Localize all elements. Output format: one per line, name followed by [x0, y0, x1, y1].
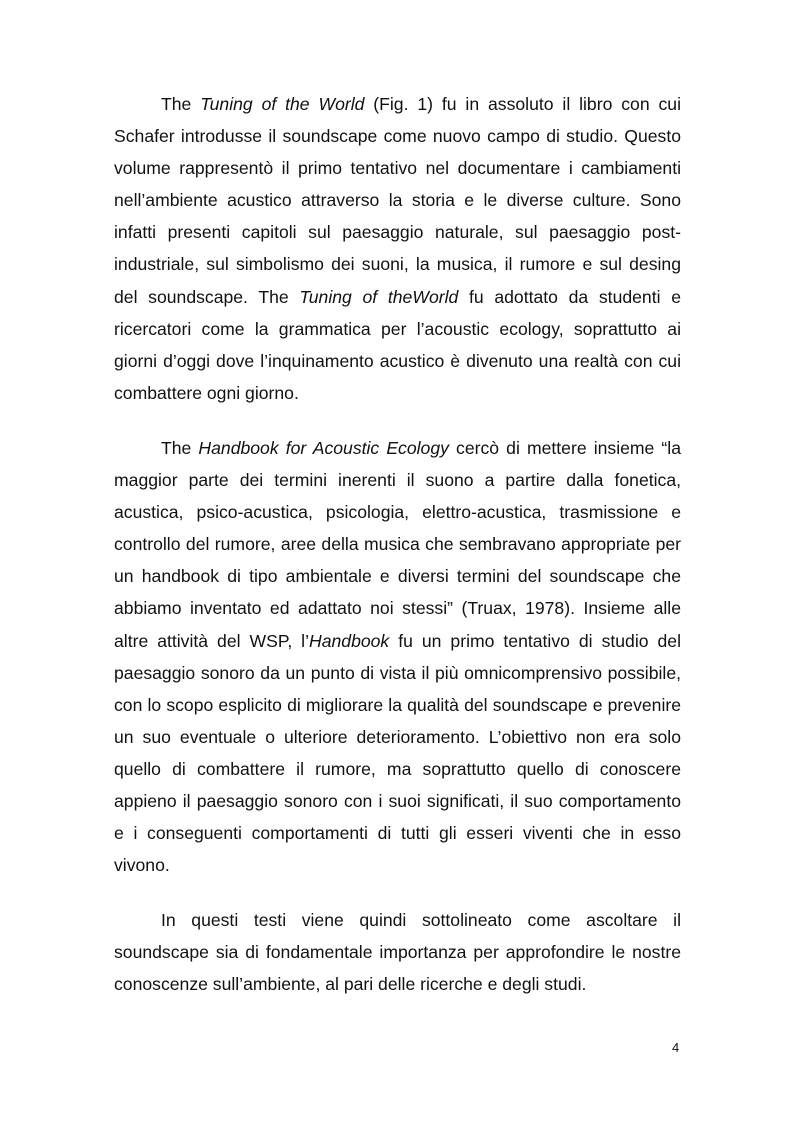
book-title-italic: Handbook for Acoustic Ecology [198, 437, 449, 458]
book-title-italic: Handbook [309, 630, 390, 651]
page-number: 4 [672, 1040, 680, 1055]
text-run: In questi testi viene quindi sottolineato come ascoltare il soundscape sia di fondamentale importanza per approfondire le nostre conoscenze sull’ambiente, al pari delle ricerche e degli studi. [114, 910, 681, 995]
text-run: fu un primo tentativo di studio del paesaggio sonoro da un punto di vista il più omnicomprensivo possibile, con lo scopo esplicito di migliorare la qualità del soundscape e prevenire un suo eventuale o ulteriore deterioramento. L’obiettivo non era solo quello di combattere il rumore, ma soprattutto quello di conoscere appieno il paesaggio sonoro con i suoi significati, il suo comportamento e i conseguenti comportamenti di tutti gli esseri viventi che in esso vivono. [114, 630, 681, 876]
book-title-italic: Tuning of the World [200, 94, 365, 114]
text-run: fu adottato da studenti e ricercatori come la grammatica per l’acoustic ecology, soprattutto ai giorni d’oggi dove l’inquinamento acustico è divenuto una realtà con cui combattere ogni giorno. [114, 286, 681, 403]
text-run: The [161, 437, 199, 458]
text-run: The [161, 94, 201, 114]
book-title-italic: Tuning of theWorld [299, 286, 459, 307]
page-body [114, 88, 681, 1024]
text-run: (Fig. 1) fu in assoluto il libro con cui Schafer introdusse il soundscape come nuovo campo di studio. Questo volume rappresentò il primo tentativo nel documentare i cambiamenti nell’ambiente acustico attraverso la storia e le diverse culture. Sono infatti presenti capitoli sul paesaggio naturale, sul paesaggio post-industriale, sul simbolismo dei suoni, la musica, il rumore e sul desing del soundscape. The [114, 94, 681, 307]
paragraph-handbook [114, 432, 681, 881]
paragraph-conclusion [114, 904, 681, 1000]
paragraph-tuning-of-the-world [114, 88, 681, 409]
text-run: cercò di mettere insieme “la maggior parte dei termini inerenti il suono a partire dalla fonetica, acustica, psico-acustica, psicologia, elettro-acustica, trasmissione e controllo del rumore, aree della musica che sembravano appropriate per un handbook di tipo ambientale e diversi termini del soundscape che abbiamo inventato ed adattato noi stessi” (Truax, 1978). Insieme alle altre attività del WSP, l’ [114, 437, 681, 651]
